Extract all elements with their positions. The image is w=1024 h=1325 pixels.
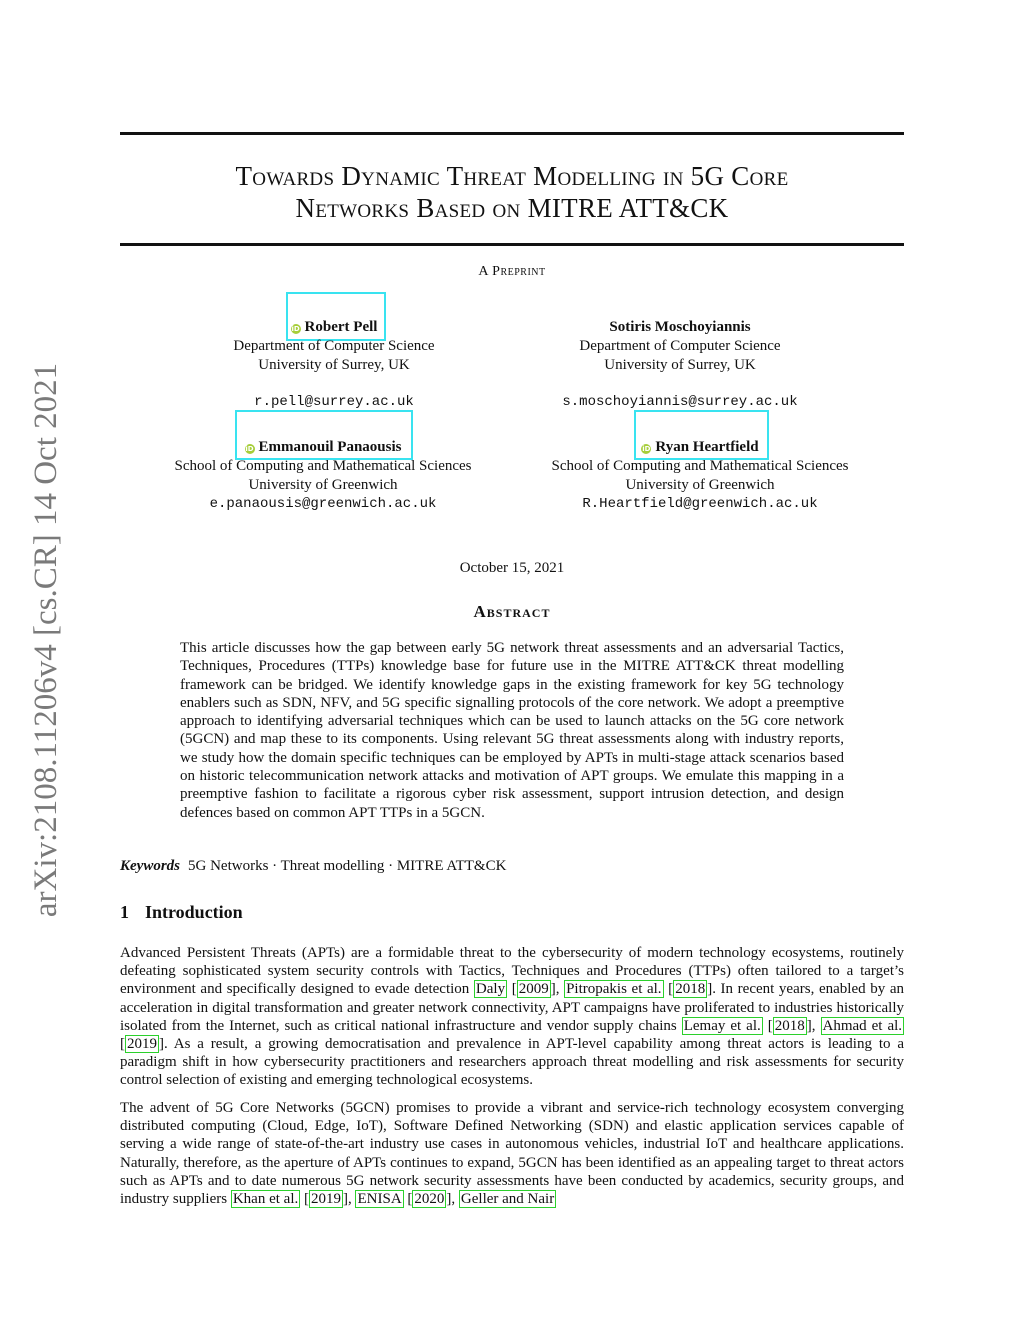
citation-link[interactable]: Daly — [475, 981, 506, 998]
arxiv-stamp: arXiv:2108.11206v4 [cs.CR] 14 Oct 2021 — [28, 362, 64, 918]
citation-year-link[interactable]: 2019 — [310, 1191, 341, 1208]
author-dept: School of Computing and Mathematical Sciences — [174, 458, 472, 474]
keywords-label: Keywords — [120, 858, 180, 874]
author-name: Sotiris Moschoyiannis — [609, 319, 751, 335]
citation-year-link[interactable]: 2018 — [774, 1017, 805, 1034]
title-line-1: Towards Dynamic Threat Modelling in 5G Core — [235, 161, 789, 191]
paragraph-text: , — [811, 1017, 821, 1034]
section-heading — [120, 902, 243, 923]
citation-link[interactable]: Ahmad et al. — [822, 1017, 903, 1034]
citation-year-link[interactable]: 2019 — [127, 1036, 157, 1053]
author-email[interactable]: e.panaousis@greenwich.ac.uk — [209, 496, 437, 512]
author-name[interactable]: Emmanouil Panaousis — [258, 439, 402, 455]
paragraph-text: , — [555, 981, 565, 998]
citation-link[interactable]: Lemay et al. — [683, 1017, 761, 1034]
author-block-heartfield — [500, 438, 900, 514]
paragraph-text: , — [347, 1191, 356, 1208]
abstract-heading: Abstract — [473, 602, 551, 621]
citation-link[interactable]: Geller and Nair — [460, 1191, 555, 1208]
intro-paragraph-2: The advent of 5G Core Networks (5GCN) promises to provide a vibrant and service-rich technology ecosystem converging distributed computing (Cloud, Edge, IoT), Software Defined Networking (SDN) and elastic application services capable of serving a wide range of state-of-the-art industry use cases in autonomous vehicles, industrial IoT and healthcare applications. Naturally, therefore, as the aperture of APTs continues to expand, 5GCN has been identified as an appealing target to threat actors such as APTs and to date numerous 5G network security assessments have been conducted by academics, security groups, and industry suppliers Khan et al. [ 2019 ], ENISA [ 2020 ], Geller and Nair — [120, 1100, 904, 1208]
author-institution: University of Greenwich — [248, 477, 398, 493]
orcid-icon[interactable]: iD — [245, 445, 254, 453]
paper-date: October 15, 2021 — [459, 560, 565, 576]
citation-year-link[interactable]: 2020 — [414, 1191, 445, 1208]
keywords — [120, 858, 904, 875]
title-rule-bottom — [120, 243, 904, 246]
author-dept: School of Computing and Mathematical Sciences — [551, 458, 849, 474]
citation-year-link[interactable]: 2018 — [675, 981, 706, 998]
keywords-text: 5G Networks · Threat modelling · MITRE ATT&CK — [188, 858, 507, 874]
paragraph-text: . As a result, a growing democratisation and prevalence in APT-level capability among threat actors is leading to a paradigm shift in how cybersecurity practitioners and researchers approach threat modelling and risk assessments for security control selection of existing and emerging technological ecosystems. — [120, 1036, 904, 1089]
author-institution: University of Surrey, UK — [258, 357, 410, 373]
paragraph-text: , — [451, 1191, 459, 1208]
author-block-moschoyiannis — [480, 318, 880, 412]
author-email[interactable]: R.Heartfield@greenwich.ac.uk — [582, 496, 818, 512]
abstract-text: This article discusses how the gap between early 5G network threat assessments and an adversarial Tactics, Techniques, Procedures (TTPs) knowledge base for future use in the MITRE ATT&CK threat modelling framework can be bridged. We identify knowledge gaps in the existing framework for key 5G technology enablers such as SDN, NFV, and 5G specific signalling protocols of the core network. We adopt a preemptive approach to identifying adversarial techniques which can be used to launch attacks on the 5G core network (5GCN) and map these to its components. Using relevant 5G threat assessments along with industry reports, we study how the domain specific techniques can be employed by APTs in multi-stage attack scenarios based on historic telecommunication network attacks and motivation of APT groups. We emulate this mapping in a preemptive fashion to facilitate a rigorous cyber risk assessment, support intrusion detection, and design defences based on common APT TTPs in a 5GCN. — [180, 640, 844, 821]
author-institution: University of Greenwich — [625, 477, 775, 493]
author-name[interactable]: Ryan Heartfield — [655, 439, 759, 455]
author-email[interactable]: r.pell@surrey.ac.uk — [254, 394, 414, 410]
author-email[interactable]: s.moschoyiannis@surrey.ac.uk — [562, 394, 798, 410]
preprint-label: A Preprint — [478, 264, 546, 279]
title-rule-top — [120, 132, 904, 135]
author-block-pell — [134, 318, 534, 412]
orcid-icon[interactable]: iD — [291, 325, 300, 333]
citation-link[interactable]: Pitropakis et al. — [566, 981, 662, 998]
citation-year-link[interactable]: 2009 — [518, 981, 549, 998]
paragraph-text: Advanced Persistent Threats (APTs) are a formidable threat to the cybersecurity of modern technology ecosystems, routinely defeating sophisticated system security controls with Tactics, Techniques and Procedures (TTPs) often tailored to a target’s environment and specifically designed to evade detection — [120, 945, 904, 998]
paper-title — [120, 160, 904, 224]
author-dept: Department of Computer Science — [233, 338, 435, 354]
paragraph-text: The advent of 5G Core Networks (5GCN) promises to provide a vibrant and service-rich technology ecosystem converging distributed computing (Cloud, Edge, IoT), Software Defined Networking (SDN) and elastic application services capable of serving a wide range of state-of-the-art industry use cases in autonomous vehicles, industrial IoT and healthcare applications. Naturally, therefore, as the aperture of APTs continues to expand, 5GCN has been identified as an appealing target to threat actors such as APTs and to date numerous 5G network security assessments have been conducted by academics, security groups, and industry suppliers — [120, 1100, 904, 1208]
author-name[interactable]: Robert Pell — [304, 319, 378, 335]
intro-paragraph-1: Advanced Persistent Threats (APTs) are a formidable threat to the cybersecurity of modern technology ecosystems, routinely defeating sophisticated system security controls with Tactics, Techniques and Procedures (TTPs) often tailored to a target’s environment and specifically designed to evade detection Daly [ 2009 ], Pitropakis et al. [ 2018 ]. In recent years, enabled by an acceleration in digital transformation and greater network connectivity, APT campaigns have proliferated to industries historically isolated from the Internet, such as critical national infrastructure and vendor supply chains Lemay et al. [ 2018 ], Ahmad et al. [ 2019 ]. As a result, a growing democratisation and prevalence in APT-level capability among threat actors is leading to a paradigm shift in how cybersecurity practitioners and researchers approach threat modelling and risk assessments for security control selection of existing and emerging technological ecosystems. — [120, 945, 904, 1089]
author-institution: University of Surrey, UK — [604, 357, 756, 373]
orcid-icon[interactable]: iD — [642, 445, 651, 453]
author-block-panaousis — [123, 438, 523, 514]
author-dept: Department of Computer Science — [579, 338, 781, 354]
section-title: Introduction — [145, 902, 243, 922]
citation-link[interactable]: ENISA — [357, 1191, 402, 1208]
section-number: 1 — [120, 902, 129, 922]
citation-link[interactable]: Khan et al. — [232, 1191, 299, 1208]
title-line-2: Networks Based on MITRE ATT&CK — [295, 193, 729, 223]
paragraph-text: . In recent years, enabled by an acceleration in digital transformation and greater network connectivity, APT campaigns have proliferated to industries historically isolated from the Internet, such as critical national infrastructure and vendor supply chains — [120, 981, 904, 1034]
